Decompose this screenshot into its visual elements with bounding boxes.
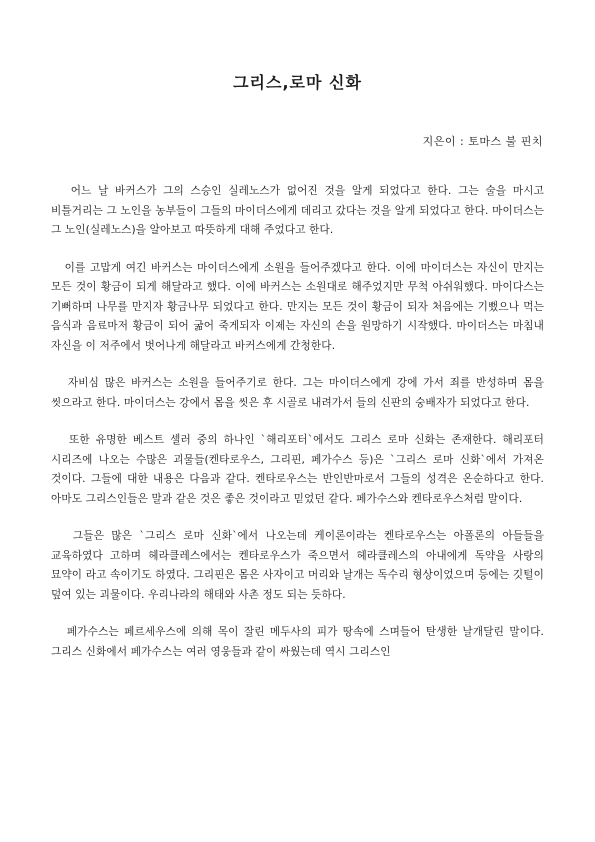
author-line: 지은이 : 토마스 불 핀치 [422, 135, 543, 148]
paragraph: 이를 고맙게 여긴 바커스는 마이더스에게 소원을 들어주겠다고 한다. 이에 마이더스는 자신이 만지는 모든 것이 황금이 되게 해달라고 했다. 이에 바커스는 소원대로 해주었지만 무척 아쉬워했다. 마이다스는 기뻐하며 나무를 만지자 황금나무 되었다고 한다. 만지는 모든 것이 황금이 되자 처음에는 기뻤으나 먹는 음식과 음료마저 황금이 되어 굶어 죽게되자 이제는 자신의 손을 원망하기 시작했다. 마이더스는 마침내 자신을 이 저주에서 벗어나게 해달라고 바커스에게 간청한다. [51, 261, 544, 352]
document-title: 그리스,로마 신화 [233, 73, 362, 92]
paragraph: 또한 유명한 베스트 셀러 중의 하나인 `해리포터`에서도 그리스 로마 신화는 존재한다. 해리포터 시리즈에 나오는 수많은 괴물들(켄타로우스, 그리핀, 페가수스 등)은 `그리스 로마 신화`에서 가져온 것이다. 그들에 대한 내용은 다음과 같다. 켄타로우스는 반인반마로서 그들의 성격은 온순하다고 한다. 아마도 그리스인들은 말과 같은 것은 좋은 것이라고 믿었던 같다. 페가수스와 켄타로우스처럼 말이다. [51, 434, 544, 505]
paragraph: 자비심 많은 바커스는 소원을 들어주기로 한다. 그는 마이더스에게 강에 가서 죄를 반성하며 몸을 씻으라고 한다. 마이더스는 강에서 몸을 씻은 후 시골로 내려가서 들의 신판의 숭배자가 되었다고 한다. [51, 377, 545, 409]
paragraph: 그들은 많은 `그리스 로마 신화`에서 나오는데 케이론이라는 켄타로우스는 아폴론의 아들들을 교육하였다 고하며 헤라클레스에서는 켄타로우스가 죽으면서 헤라클레스의 아내에게 독약을 사랑의 묘약이 라고 속이기도 하였다. 그리핀은 몸은 사자이고 머리와 날개는 독수리 형상이었으며 등에는 깃털이 덮여 있는 괴물이다. 우리나라의 해태와 사촌 정도 되는 듯하다. [51, 530, 544, 601]
document-body [51, 182, 544, 680]
paragraph: 페가수스는 페르세우스에 의해 목이 잘린 메두사의 피가 땅속에 스며들어 탄생한 날개달린 말이다. 그리스 신화에서 페가수스는 여러 영웅들과 같이 싸웠는데 역시 그리스인 [51, 626, 544, 658]
paragraph: 어느 날 바커스가 그의 스승인 실레노스가 없어진 것을 알게 되었다고 한다. 그는 술을 마시고 비틀거리는 그 노인을 농부들이 그들의 마이더스에게 데리고 갔다는 것을 알게 되었다고 한다. 마이더스는 그 노인(실레노스)을 알아보고 따뜻하게 대해 주었다고 한다. [51, 185, 544, 236]
